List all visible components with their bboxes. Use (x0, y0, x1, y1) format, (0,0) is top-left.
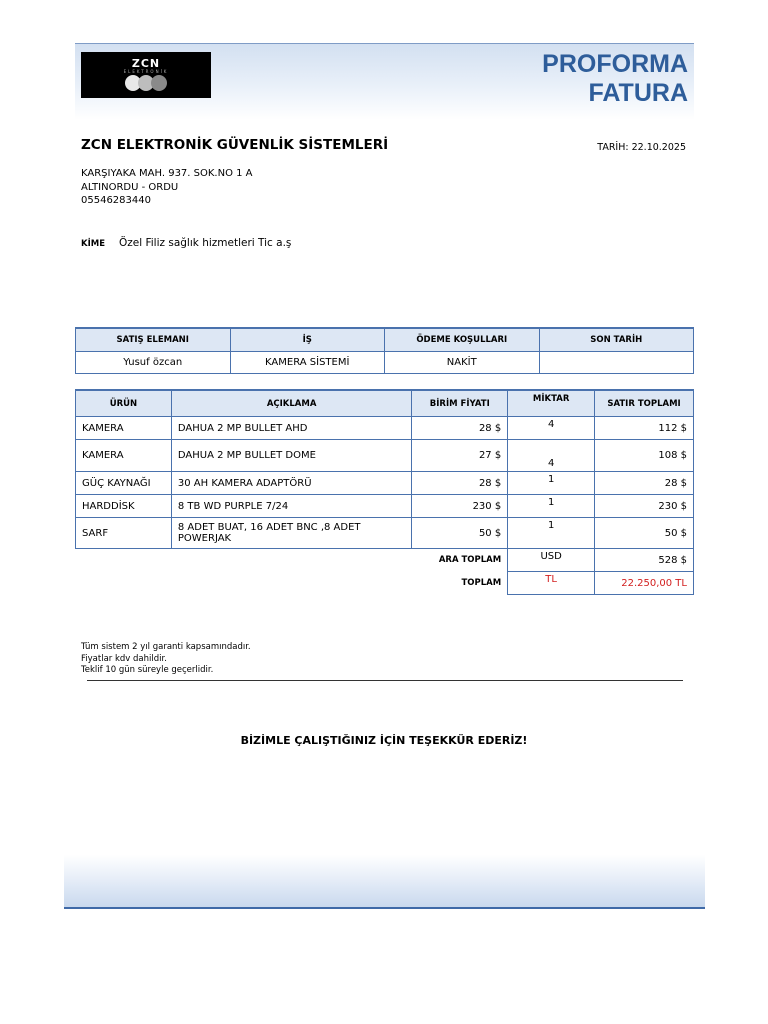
header-job: İŞ (230, 328, 385, 352)
item-unit-price: 27 $ (412, 440, 508, 472)
items-header-row (76, 390, 694, 417)
address-line-2: ALTINORDU - ORDU (81, 181, 179, 193)
invoice-date (597, 142, 686, 153)
subtotal-value: 528 $ (595, 549, 694, 572)
recipient-label: KİME (81, 239, 106, 249)
sales-person: Yusuf özcan (76, 352, 231, 374)
item-product: KAMERA (76, 417, 172, 440)
logo-name: ZCN (131, 57, 161, 70)
company-address (81, 167, 253, 208)
item-line-total: 112 $ (595, 417, 694, 440)
table-row (76, 495, 694, 518)
sales-info-table (75, 327, 694, 374)
thank-you-message: BİZİMLE ÇALIŞTIĞINIZ İÇİN TEŞEKKÜR EDERİZ! (240, 734, 528, 747)
total-value: 22.250,00 TL (595, 572, 694, 595)
item-product: GÜÇ KAYNAĞI (76, 472, 172, 495)
header-description: AÇIKLAMA (171, 390, 411, 417)
subtotal-currency: USD (508, 549, 595, 572)
item-description: 8 TB WD PURPLE 7/24 (171, 495, 411, 518)
total-label: TOPLAM (461, 578, 502, 588)
date-value: 22.10.2025 (631, 142, 686, 153)
note-line: Fiyatlar kdv dahildir. (81, 653, 167, 664)
note-line: Teklif 10 gün süreyle geçerlidir. (81, 665, 214, 675)
item-quantity: 1 (508, 518, 595, 549)
table-row (76, 417, 694, 440)
item-line-total: 28 $ (595, 472, 694, 495)
item-unit-price: 230 $ (412, 495, 508, 518)
item-description: DAHUA 2 MP BULLET DOME (171, 440, 411, 472)
header-due-date: SON TARİH (539, 328, 693, 352)
header-unit-price: BİRİM FİYATI (412, 390, 508, 417)
sales-info-header-row (76, 328, 694, 352)
divider-line (87, 680, 683, 681)
item-quantity: 1 (508, 495, 595, 518)
item-quantity: 1 (508, 472, 595, 495)
logo-circles-icon (81, 52, 211, 98)
item-description: DAHUA 2 MP BULLET AHD (171, 417, 411, 440)
company-phone: 05546283440 (81, 195, 151, 206)
header-line-total: SATIR TOPLAMI (595, 390, 694, 417)
item-line-total: 50 $ (595, 518, 694, 549)
items-table (75, 389, 694, 595)
item-quantity: 4 (508, 440, 595, 472)
document-title (542, 50, 688, 108)
date-label: TARİH: (597, 142, 629, 153)
item-product: KAMERA (76, 440, 172, 472)
company-name: ZCN ELEKTRONİK GÜVENLİK SİSTEMLERİ (81, 137, 389, 153)
sales-info-row (76, 352, 694, 374)
terms-notes (81, 642, 251, 677)
total-currency: TL (508, 572, 595, 595)
company-logo (81, 52, 211, 98)
job: KAMERA SİSTEMİ (230, 352, 385, 374)
header-product: ÜRÜN (76, 390, 172, 417)
title-line-2: FATURA (588, 79, 688, 107)
total-row (76, 572, 694, 595)
header-quantity: MİKTAR (508, 390, 595, 417)
header-sales-person: SATIŞ ELEMANI (76, 328, 231, 352)
due-date (539, 352, 693, 374)
table-row (76, 440, 694, 472)
item-unit-price: 50 $ (412, 518, 508, 549)
item-unit-price: 28 $ (412, 417, 508, 440)
subtotal-label: ARA TOPLAM (438, 555, 502, 566)
table-row (76, 518, 694, 549)
item-line-total: 108 $ (595, 440, 694, 472)
note-line: Tüm sistem 2 yıl garanti kapsamındadır. (81, 642, 251, 652)
header-payment-terms: ÖDEME KOŞULLARI (385, 328, 540, 352)
payment-terms: NAKİT (385, 352, 540, 374)
table-row (76, 472, 694, 495)
item-description: 30 AH KAMERA ADAPTÖRÜ (171, 472, 411, 495)
item-unit-price: 28 $ (412, 472, 508, 495)
item-product: SARF (76, 518, 172, 549)
logo-tagline: ELEKTRONİK (123, 69, 169, 74)
recipient-value: Özel Filiz sağlık hizmetleri Tic a.ş (119, 237, 292, 249)
item-line-total: 230 $ (595, 495, 694, 518)
item-description: 8 ADET BUAT, 16 ADET BNC ,8 ADET POWERJAK (171, 518, 411, 549)
item-quantity: 4 (508, 417, 595, 440)
address-line-1: KARŞIYAKA MAH. 937. SOK.NO 1 A (81, 168, 253, 179)
title-line-1: PROFORMA (542, 50, 688, 78)
item-product: HARDDİSK (76, 495, 172, 518)
footer-band (64, 855, 705, 909)
subtotal-row (76, 549, 694, 572)
